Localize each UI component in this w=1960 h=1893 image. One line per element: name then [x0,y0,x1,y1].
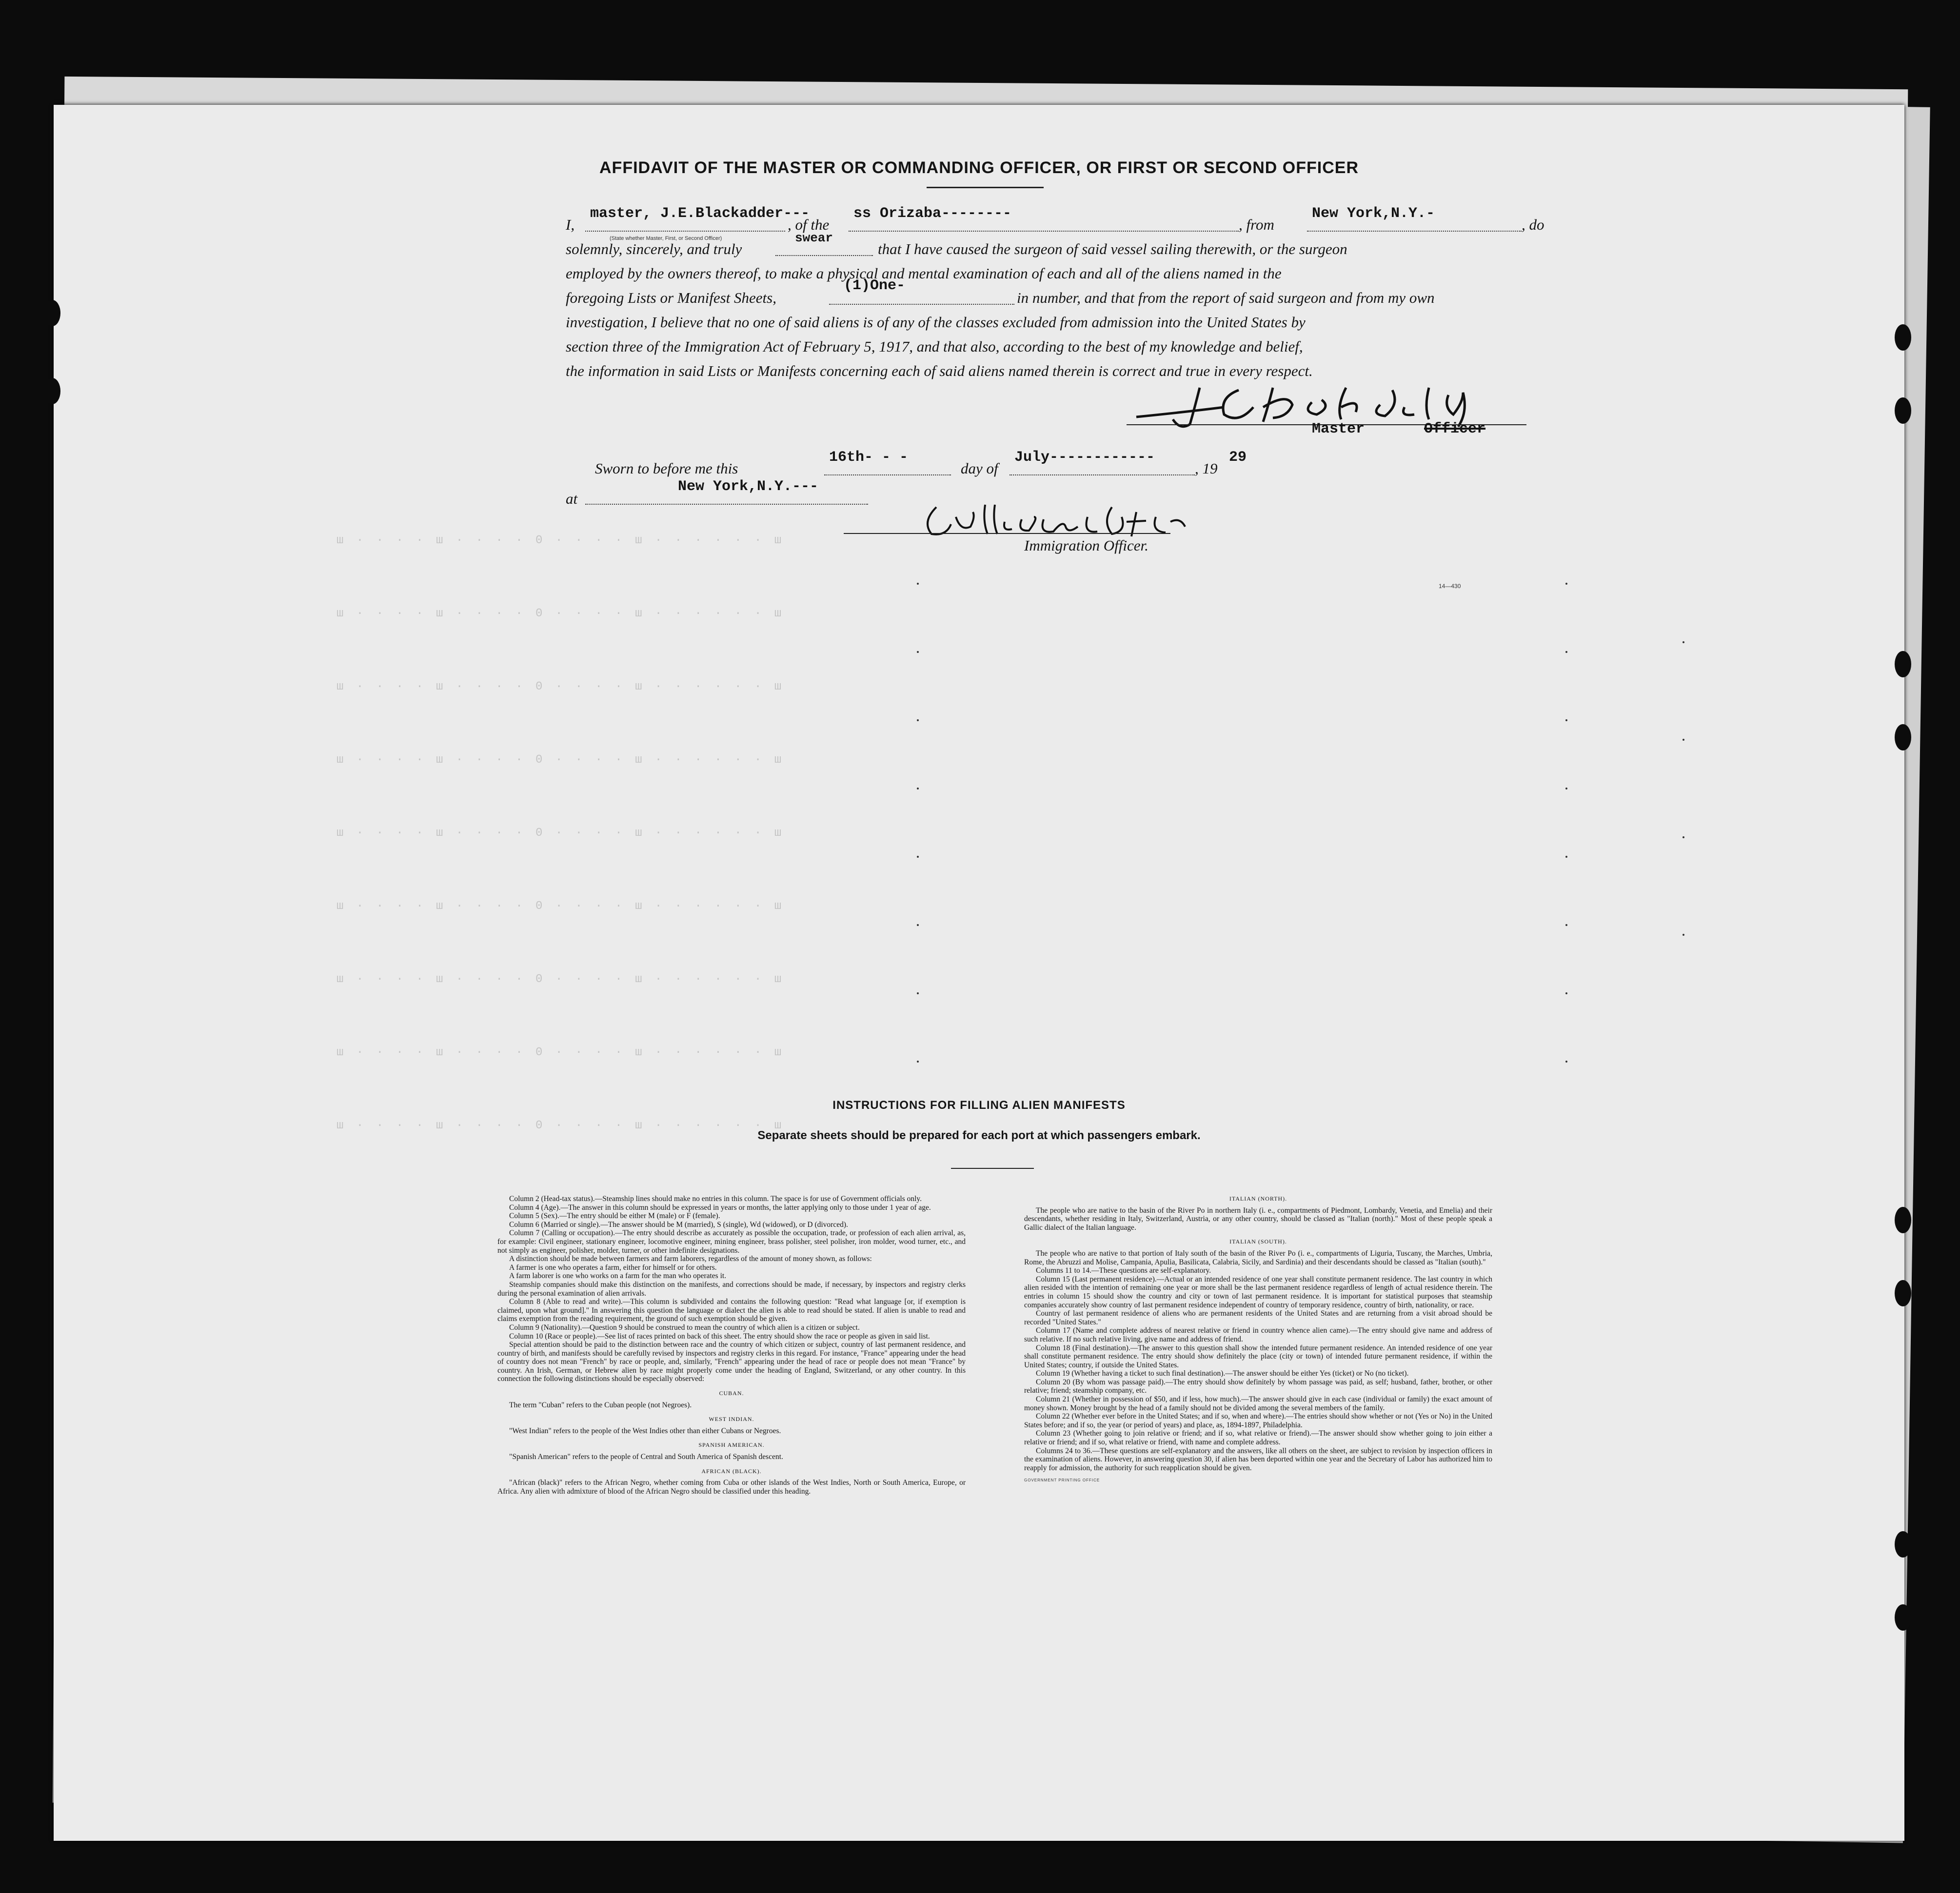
sworn-place-line [585,504,868,505]
column-dot [1565,924,1567,926]
departure-port-entry: New York,N.Y.- [1312,205,1435,222]
column-dot [1565,719,1567,721]
bleed-through-row: ш · · · · ш · · · · 0 · · · · ш · · · · · · ш [337,1046,785,1059]
punch-hole [1895,1604,1911,1631]
bleed-through-row: ш · · · · ш · · · · 0 · · · · ш · · · · · · ш [337,753,785,767]
affidavit-line-4-start: foregoing Lists or Manifest Sheets, [566,289,776,306]
instruction-paragraph: A distinction should be made between farmers and farm laborers, regardless of the amount of money shown, as follows: [509,1255,872,1263]
oath-line-end: that I have caused the surgeon of said vessel sailing therewith, or the surgeon [878,240,1347,257]
bleed-through-row: ш · · · · ш · · · · 0 · · · · ш · · · · · · ш [337,534,785,547]
affidavit-line-7: the information in said Lists or Manifests concerning each of said aliens named therein is correct and true in every respect. [566,362,1313,379]
affidavit-line-6: section three of the Immigration Act of February 5, 1917, and that also, according to the best of my knowledge and belief, [566,338,1303,355]
instruction-paragraph: A farmer is one who operates a farm, either for himself or for others. [509,1263,717,1272]
instruction-paragraph: Column 8 (Able to read and write).—This column is subdivided and contains the following question: "Read what language [or, if exemption is claimed, upon what ground]." In answering this question the language or dialect the alien is able to read should be stated. If alien is unable to read and claims exemption from the reading requirement, the ground of such exemption should be given. [497,1298,966,1323]
instruction-paragraph: Column 5 (Sex).—The entry should be either M (male) or F (female). [509,1212,720,1221]
column-dot [917,651,919,653]
instructions-left-column [497,1195,966,1496]
instruction-paragraph: Columns 24 to 36.—These questions are self-explanatory and the answers, like all others on the sheet, are subject to revision by inspection officers in the examination of aliens. However, in answering question 30, if alien has been deported within one year and the Secretary of Labor has authorized him to reapply for admission, the authority for such reapplication should be given. [1024,1446,1492,1472]
column-dot [917,788,919,789]
instruction-paragraph: Columns 11 to 14.—These questions are self-explanatory. [1036,1266,1211,1275]
officer-name-line [585,231,785,232]
struck-title: Officer [1424,421,1486,437]
affidavit-line-3: employed by the owners thereof, to make a physical and mental examination of each and all of the aliens named in the [566,265,1282,282]
punch-hole [1895,1280,1911,1306]
pronoun-label: I, [566,216,575,233]
sworn-label: Sworn to before me this [595,460,738,477]
sheet-count-entry: (1)One- [844,277,906,294]
column-dot [917,719,919,721]
instruction-paragraph: Column 9 (Nationality).—Question 9 should be construed to mean the country of which alien is a citizen or subject. [509,1323,860,1332]
column-dot [1683,934,1684,936]
bleed-through-row: ш · · · · ш · · · · 0 · · · · ш · · · · · · ш [337,900,785,913]
year-prefix: , 19 [1195,460,1218,477]
african-heading: AFRICAN (BLACK). [701,1467,762,1475]
bleed-through-row: ш · · · · ш · · · · 0 · · · · ш · · · · · · ш [337,973,785,986]
punch-hole [1895,1207,1911,1233]
column-dot [1565,651,1567,653]
immigration-officer-title: Immigration Officer. [1024,537,1148,554]
affidavit-line-4-end: in number, and that from the report of said surgeon and from my own [1017,289,1435,306]
italian-south-heading: ITALIAN (SOUTH). [1229,1238,1287,1245]
instruction-paragraph: Column 18 (Final destination).—The answer to this question shall show the intended future permanent residence. An intended residence of one year shall constitute permanent residence. The entry should show definitely the place (city or town) of intended future permanent residence, if within the United States; country, if outside the United States. [1024,1343,1492,1369]
instruction-paragraph: Column 2 (Head-tax status).—Steamship lines should make no entries in this column. The space is for use of Government officials only. [509,1195,922,1203]
oath-line-start: solemnly, sincerely, and truly [566,240,742,257]
instruction-paragraph: Column 10 (Race or people).—See list of races printed on back of this sheet. The entry should show the race or people as given in said list. [509,1332,930,1341]
instruction-paragraph: Steamship companies should make this distinction on the manifests, and corrections should be made, if necessary, by inspectors and registry clerks during the personal examination of alien arrivals. [497,1280,966,1298]
vessel-name-line [849,231,1239,232]
instruction-paragraph: Special attention should be paid to the distinction between race and the country of which citizen or subject, country of last permanent residence, and country of birth, and manifests should be carefully revised by inspectors and registry clerks in this regard. For instance, "France" appearing under the head of country does not mean "French" by race or people, and, similarly, "French" appearing under the head of race or people does not mean "France" by country. An Irish, German, or Hebrew alien by race might properly come under the heading of England, Switzerland, or any other country. In this connection the following distinctions should be especially observed: [497,1341,966,1383]
punch-hole [1895,1531,1911,1558]
column-dot [917,1061,919,1063]
instruction-paragraph: Column 17 (Name and complete address of nearest relative or friend in country whence alien came).—The entry should give name and address of such relative. If no such relative living, give name and address of friend. [1024,1326,1492,1343]
spanish-american-definition: "Spanish American" refers to the people of Central and South America of Spanish descent. [509,1453,783,1461]
punch-hole [1895,724,1911,750]
instructions-rule [951,1168,1034,1169]
punch-hole [1895,397,1911,424]
sworn-day-line [824,474,951,475]
of-the-label: , of the [788,216,830,233]
bleed-through-row: ш · · · · ш · · · · 0 · · · · ш · · · · · · ш [337,1119,785,1132]
year-entry: 29 [1229,449,1247,466]
sworn-place-entry: New York,N.Y.--- [678,478,819,495]
sworn-month-entry: July------------ [1014,449,1155,466]
signer-title: Master [1312,421,1365,437]
heading-rule [927,187,1044,188]
column-dot [1565,992,1567,994]
instruction-paragraph: Column 23 (Whether going to join relative or friend; and if so, what relative or friend).—The answer should show whether going to join either a relative or friend; and if so, what relative or friend, with name and complete address. [1024,1429,1492,1447]
column-dot [1565,1061,1567,1063]
sworn-day-entry: 16th- - - [829,449,909,466]
punch-hole [1895,651,1911,677]
column-dot [1565,856,1567,858]
instruction-paragraph: Column 6 (Married or single).—The answer should be M (married), S (single), Wd (widowed), or D (divorced). [509,1220,848,1229]
cuban-heading: CUBAN. [719,1390,744,1397]
affidavit-heading: AFFIDAVIT OF THE MASTER OR COMMANDING OFFICER, OR FIRST OR SECOND OFFICER [599,158,1359,177]
sheet-count-line [829,304,1014,305]
column-dot [1565,788,1567,789]
punch-hole [44,300,60,326]
column-dot [1683,739,1684,741]
instruction-paragraph: Country of last permanent residence of aliens who are permanent residents of the United States and are returning from a visit abroad should be recorded "United States." [1024,1309,1492,1326]
officer-name-entry: master, J.E.Blackadder--- [590,205,810,222]
instruction-paragraph: Column 21 (Whether in possession of $50, and if less, how much).—The answer should give in each case (individual or family) the exact amount of money shown. Money brought by the head of a family should not be divided among the several members of the family. [1024,1395,1492,1412]
instruction-paragraph: A farm laborer is one who works on a farm for the man who operates it. [509,1272,727,1281]
oath-word-line [775,255,873,256]
italian-north-heading: ITALIAN (NORTH). [1229,1195,1287,1202]
column-dot [1565,583,1567,585]
instruction-paragraph: Column 4 (Age).—The answer in this column should be expressed in years or months, the latter applying only to those under 1 year of age. [509,1203,931,1212]
manifest-page [54,105,1904,1841]
at-label: at [566,490,578,507]
column-dot [917,583,919,585]
bleed-through-row: ш · · · · ш · · · · 0 · · · · ш · · · · · · ш [337,607,785,620]
italian-north-definition: The people who are native to the basin of the River Po in northern Italy (i. e., compartments of Piedmont, Lombardy, Venetia, and Emelia) and their descendants, whether residing in Italy, Switzerland, Austria, or any other country, should be classed as "Italian (north)." Most of these people speak a Gallic dialect of the Italian language. [1024,1206,1492,1232]
instruction-paragraph: Column 20 (By whom was passage paid).—The entry should show definitely by whom passage was paid, as self; husband, father, brother, or other relative; friend; steamship company, etc. [1024,1378,1492,1395]
column-dot [917,856,919,858]
instruction-paragraph: Column 7 (Calling or occupation).—The entry should describe as accurately as possible the occupation, trade, or profession of each alien arrival, as, for example: Civil engineer, stationary engineer, locomotive engineer, mining engineer, brass polisher, steel polisher, iron molder, wood turner, etc., and not simply as engineer, polisher, molder, turner, or other indefinite designations. [497,1229,966,1255]
officer-signature-rule [844,533,1170,534]
column-dot [1683,641,1684,643]
oath-word-entry: swear [795,231,833,245]
affidavit-line-5: investigation, I believe that no one of said aliens is of any of the classes excluded from admission into the United States by [566,314,1306,331]
bleed-through-row: ш · · · · ш · · · · 0 · · · · ш · · · · · · ш [337,680,785,693]
immigration-officer-signature [917,497,1200,541]
instructions-heading: INSTRUCTIONS FOR FILLING ALIEN MANIFESTS [832,1099,1126,1112]
sworn-month-line [1010,474,1195,475]
instruction-paragraph: Column 19 (Whether having a ticket to such final destination).—The answer should be either Yes (ticket) or No (no ticket). [1036,1369,1409,1378]
column-dot [917,924,919,926]
printer-imprint: GOVERNMENT PRINTING OFFICE [1024,1478,1100,1483]
west-indian-definition: "West Indian" refers to the people of the West Indies other than either Cubans or Negroes. [509,1426,781,1435]
column-dot [1683,836,1684,838]
from-label: , from [1239,216,1274,233]
spanish-american-heading: SPANISH AMERICAN. [698,1441,765,1449]
column-dot [917,992,919,994]
cuban-definition: The term "Cuban" refers to the Cuban people (not Negroes). [509,1400,692,1409]
do-label: , do [1522,216,1544,233]
punch-hole [1895,324,1911,351]
instruction-paragraph: Column 22 (Whether ever before in the United States; and if so, when and where).—The entries should show whether or not (Yes or No) in the United States before; and if so, the year (or period of years) and place, as, 1894-1897, Philadelphia. [1024,1412,1492,1429]
punch-hole [44,378,60,404]
state-officer-note: (State whether Master, First, or Second Officer) [610,236,722,241]
vessel-name-entry: ss Orizaba-------- [853,205,1012,222]
west-indian-heading: WEST INDIAN. [709,1416,754,1423]
instruction-paragraph: Column 15 (Last permanent residence).—Actual or an intended residence of one year shall constitute permanent residence. The last country in which alien resided with the intention of remaining one year or more shall be the last permanent residence regardless of length of actual residence therein. The entries in column 15 should show the country and city or town of last permanent residence. It is important for statistical purposes that steamship companies accurately show country of last permanent residence independent of country of temporary residence, country of birth, nationality, or race. [1024,1275,1492,1309]
african-definition: "African (black)" refers to the African Negro, whether coming from Cuba or other islands of the West Indies, North or South America, Europe, or Africa. Any alien with admixture of blood of the African Negro should be classified under this heading. [497,1479,966,1496]
instructions-right-column [1024,1195,1492,1485]
italian-south-definition: The people who are native to that portion of Italy south of the basin of the River Po (i. e., compartments of Liguria, Tuscany, the Marches, Umbria, Rome, the Abruzzi and Molise, Campania, Apulia, Basilicata, Calabria, Sicily, and Sardinia) and their descendants should be classed as "Italian (south)." [1024,1249,1492,1266]
departure-port-line [1307,231,1522,232]
instructions-subtitle: Separate sheets should be prepared for each port at which passengers embark. [757,1129,1201,1142]
bleed-through-row: ш · · · · ш · · · · 0 · · · · ш · · · · · · ш [337,827,785,840]
day-of-label: day of [961,460,998,477]
form-code: 14—430 [1439,583,1461,590]
